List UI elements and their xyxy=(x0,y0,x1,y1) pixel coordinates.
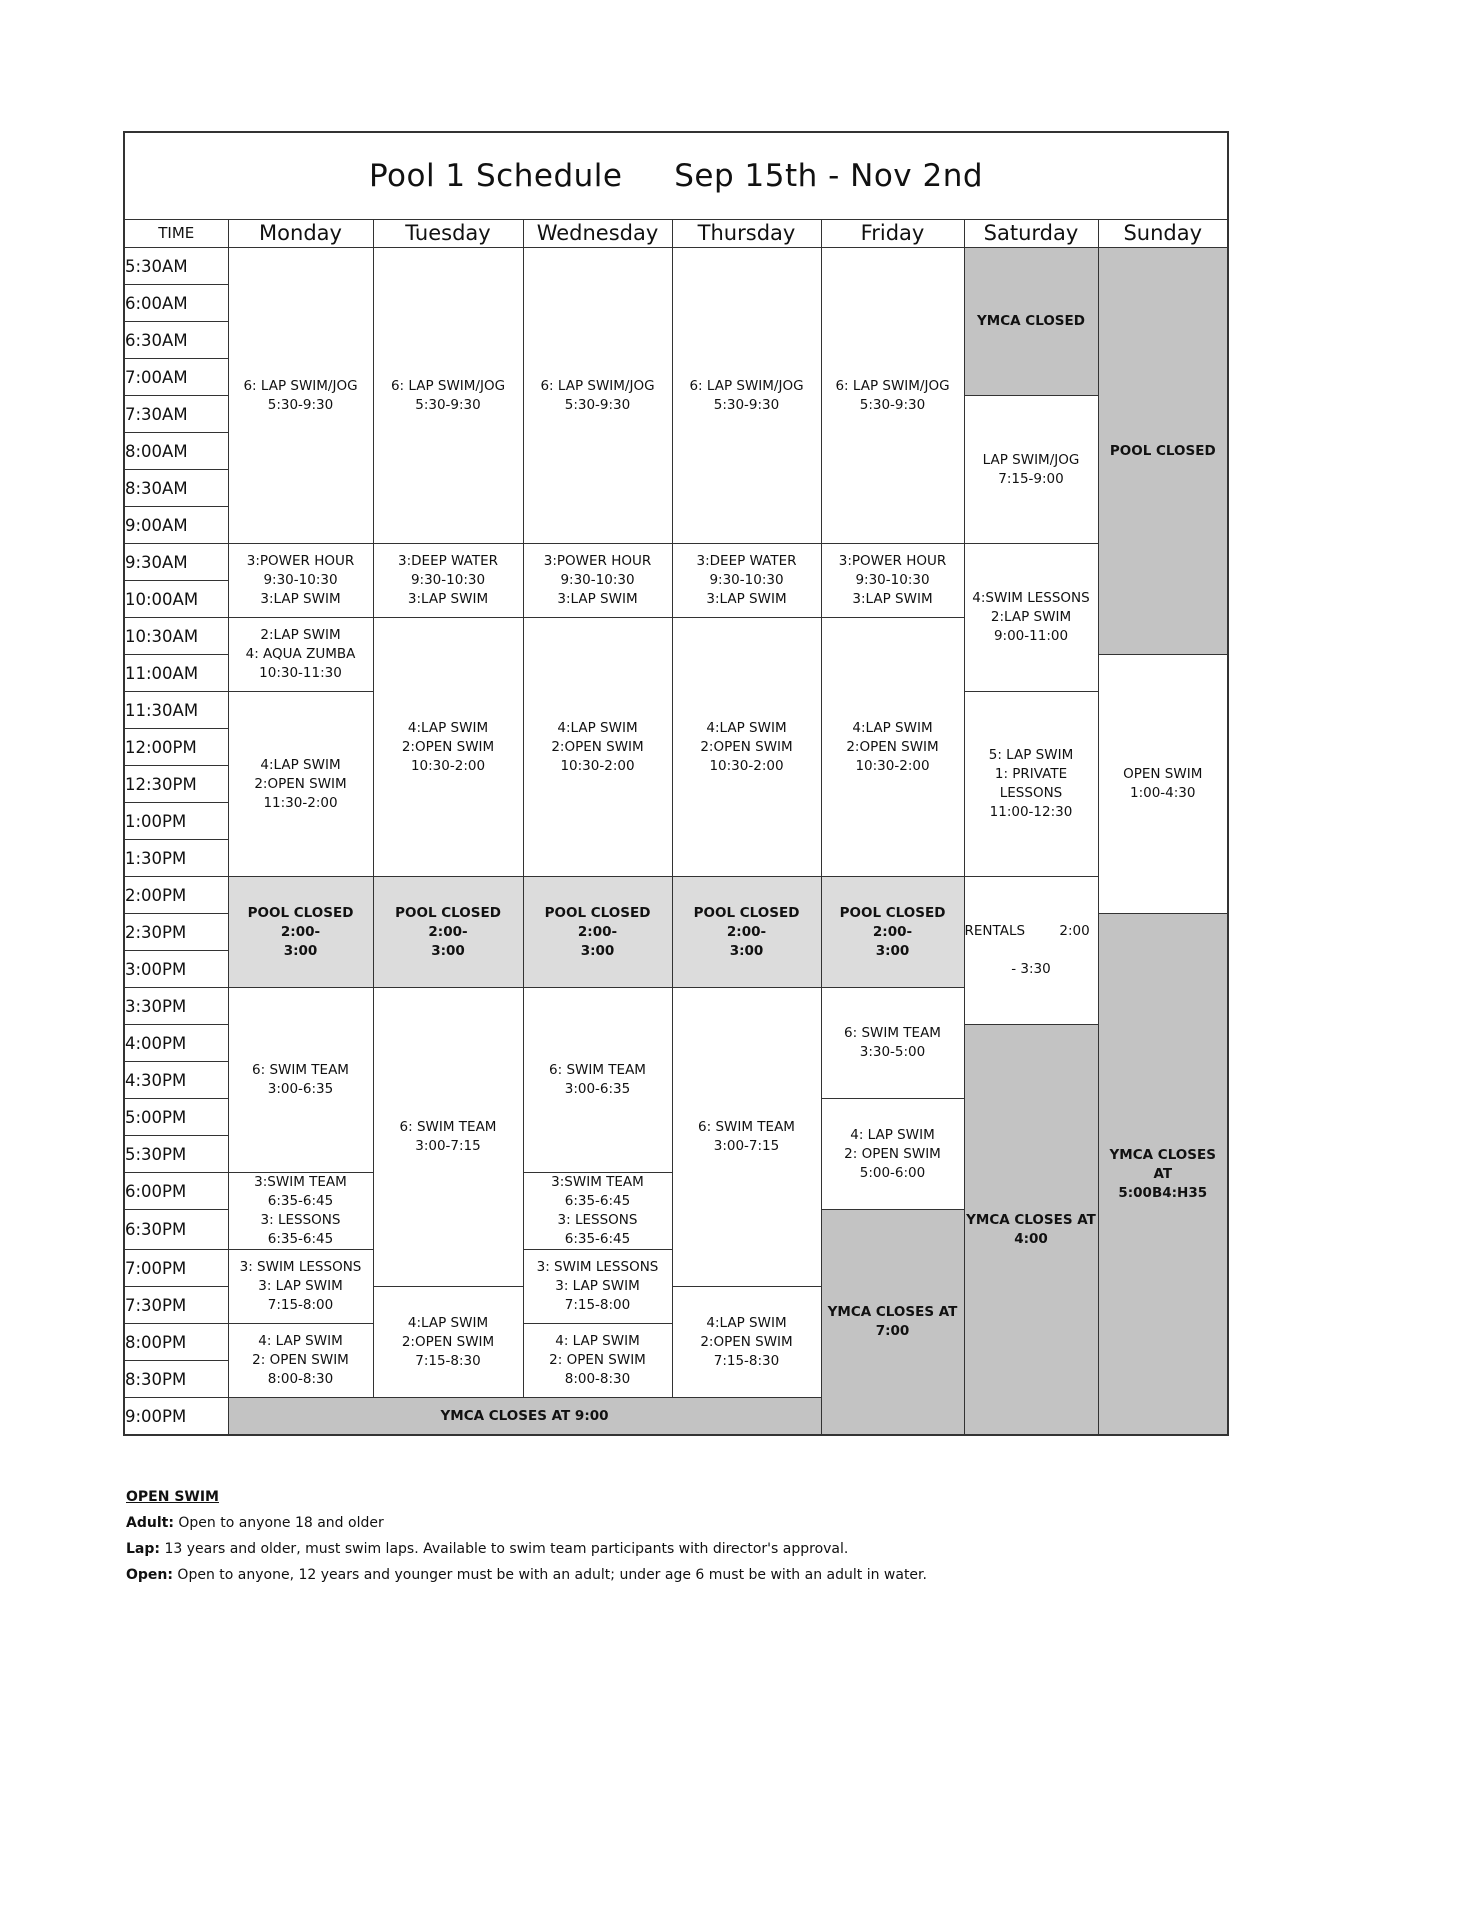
event-monday-pool-closed: POOL CLOSED 2:00- 3:00 xyxy=(228,877,373,988)
event-tuesday-lap-open-swim: 4:LAP SWIM 2:OPEN SWIM 10:30-2:00 xyxy=(373,618,523,877)
note-open-text: Open to anyone, 12 years and younger must be with an adult; under age 6 must be with an adult in water. xyxy=(172,1567,927,1583)
time-label: 6:00PM xyxy=(124,1173,228,1210)
time-label: 4:30PM xyxy=(124,1062,228,1099)
day-header-monday: Monday xyxy=(228,220,373,248)
event-thursday-swim-team: 6: SWIM TEAM 3:00-7:15 xyxy=(672,988,821,1287)
event-saturday-lap-swim: LAP SWIM/JOG 7:15-9:00 xyxy=(964,396,1098,544)
event-wednesday-swim-lessons: 3: SWIM LESSONS 3: LAP SWIM 7:15-8:00 xyxy=(523,1250,672,1324)
event-monday-swim-team: 6: SWIM TEAM 3:00-6:35 xyxy=(228,988,373,1173)
notes-heading: OPEN SWIM xyxy=(126,1489,219,1505)
event-ymca-closes-9pm: YMCA CLOSES AT 9:00 xyxy=(228,1398,821,1436)
time-label: 8:00AM xyxy=(124,433,228,470)
event-sunday-open-swim: OPEN SWIM 1:00-4:30 xyxy=(1098,655,1228,914)
event-tuesday-deep-water: 3:DEEP WATER 9:30-10:30 3:LAP SWIM xyxy=(373,544,523,618)
time-label: 9:00PM xyxy=(124,1398,228,1436)
time-label: 7:00PM xyxy=(124,1250,228,1287)
day-header-tuesday: Tuesday xyxy=(373,220,523,248)
time-label: 11:00AM xyxy=(124,655,228,692)
event-thursday-deep-water: 3:DEEP WATER 9:30-10:30 3:LAP SWIM xyxy=(672,544,821,618)
day-header-thursday: Thursday xyxy=(672,220,821,248)
time-label: 2:30PM xyxy=(124,914,228,951)
pool-schedule-table xyxy=(123,131,1229,1436)
note-adult-term: Adult: xyxy=(126,1515,174,1531)
event-tuesday-evening-swim: 4:LAP SWIM 2:OPEN SWIM 7:15-8:30 xyxy=(373,1287,523,1398)
time-label: 2:00PM xyxy=(124,877,228,914)
time-label: 1:30PM xyxy=(124,840,228,877)
time-label: 3:00PM xyxy=(124,951,228,988)
event-friday-pool-closed: POOL CLOSED 2:00- 3:00 xyxy=(821,877,964,988)
event-wednesday-lap-open-swim: 4:LAP SWIM 2:OPEN SWIM 10:30-2:00 xyxy=(523,618,672,877)
event-saturday-private-lessons: 5: LAP SWIM 1: PRIVATE LESSONS 11:00-12:30 xyxy=(964,692,1098,877)
event-wednesday-swim-team: 6: SWIM TEAM 3:00-6:35 xyxy=(523,988,672,1173)
time-label: 6:30PM xyxy=(124,1210,228,1250)
event-sunday-ymca-closes: YMCA CLOSES AT 5:00B4:H35 xyxy=(1098,914,1228,1436)
rentals-line-2: - 3:30 xyxy=(1011,961,1051,977)
event-monday-swim-team-lessons: 3:SWIM TEAM 6:35-6:45 3: LESSONS 6:35-6:45 xyxy=(228,1173,373,1250)
event-friday-lap-open-swim-pm: 4: LAP SWIM 2: OPEN SWIM 5:00-6:00 xyxy=(821,1099,964,1210)
event-thursday-pool-closed: POOL CLOSED 2:00- 3:00 xyxy=(672,877,821,988)
event-wednesday-power-hour: 3:POWER HOUR 9:30-10:30 3:LAP SWIM xyxy=(523,544,672,618)
note-adult-text: Open to anyone 18 and older xyxy=(173,1515,384,1531)
event-monday-lap-open-swim: 4:LAP SWIM 2:OPEN SWIM 11:30-2:00 xyxy=(228,692,373,877)
time-label: 8:00PM xyxy=(124,1324,228,1361)
note-lap-text: 13 years and older, must swim laps. Available to swim team participants with director's approval. xyxy=(160,1541,849,1557)
event-monday-swim-lessons: 3: SWIM LESSONS 3: LAP SWIM 7:15-8:00 xyxy=(228,1250,373,1324)
event-sunday-pool-closed: POOL CLOSED xyxy=(1098,248,1228,655)
time-label: 12:00PM xyxy=(124,729,228,766)
day-header-wednesday: Wednesday xyxy=(523,220,672,248)
event-monday-evening-swim: 4: LAP SWIM 2: OPEN SWIM 8:00-8:30 xyxy=(228,1324,373,1398)
day-header-saturday: Saturday xyxy=(964,220,1098,248)
note-adult xyxy=(126,1510,1226,1536)
time-label: 3:30PM xyxy=(124,988,228,1025)
time-label: 9:30AM xyxy=(124,544,228,581)
time-label: 5:30AM xyxy=(124,248,228,285)
time-label: 1:00PM xyxy=(124,803,228,840)
time-column-header: TIME xyxy=(124,220,228,248)
event-thursday-lap-open-swim: 4:LAP SWIM 2:OPEN SWIM 10:30-2:00 xyxy=(672,618,821,877)
event-monday-aqua-zumba: 2:LAP SWIM 4: AQUA ZUMBA 10:30-11:30 xyxy=(228,618,373,692)
open-swim-notes xyxy=(126,1484,1226,1588)
event-wednesday-evening-swim: 4: LAP SWIM 2: OPEN SWIM 8:00-8:30 xyxy=(523,1324,672,1398)
event-monday-power-hour: 3:POWER HOUR 9:30-10:30 3:LAP SWIM xyxy=(228,544,373,618)
event-friday-swim-team: 6: SWIM TEAM 3:30-5:00 xyxy=(821,988,964,1099)
event-thursday-evening-swim: 4:LAP SWIM 2:OPEN SWIM 7:15-8:30 xyxy=(672,1287,821,1398)
event-tuesday-swim-team: 6: SWIM TEAM 3:00-7:15 xyxy=(373,988,523,1287)
time-label: 10:00AM xyxy=(124,581,228,618)
time-label: 9:00AM xyxy=(124,507,228,544)
event-tuesday-lap-swim: 6: LAP SWIM/JOG 5:30-9:30 xyxy=(373,248,523,544)
time-label: 5:00PM xyxy=(124,1099,228,1136)
time-label: 7:30AM xyxy=(124,396,228,433)
time-label: 4:00PM xyxy=(124,1025,228,1062)
time-label: 6:00AM xyxy=(124,285,228,322)
event-friday-lap-open-swim: 4:LAP SWIM 2:OPEN SWIM 10:30-2:00 xyxy=(821,618,964,877)
note-open-term: Open: xyxy=(126,1567,173,1583)
event-saturday-rentals xyxy=(964,877,1098,1025)
event-wednesday-pool-closed: POOL CLOSED 2:00- 3:00 xyxy=(523,877,672,988)
time-label: 5:30PM xyxy=(124,1136,228,1173)
day-header-sunday: Sunday xyxy=(1098,220,1228,248)
time-label: 12:30PM xyxy=(124,766,228,803)
note-lap xyxy=(126,1536,1226,1562)
time-label: 7:30PM xyxy=(124,1287,228,1324)
event-friday-ymca-closes: YMCA CLOSES AT 7:00 xyxy=(821,1210,964,1436)
note-lap-term: Lap: xyxy=(126,1541,160,1557)
event-thursday-lap-swim: 6: LAP SWIM/JOG 5:30-9:30 xyxy=(672,248,821,544)
event-monday-lap-swim: 6: LAP SWIM/JOG 5:30-9:30 xyxy=(228,248,373,544)
time-label: 8:30AM xyxy=(124,470,228,507)
note-open xyxy=(126,1562,1226,1588)
event-wednesday-swim-team-lessons: 3:SWIM TEAM 6:35-6:45 3: LESSONS 6:35-6:45 xyxy=(523,1173,672,1250)
time-label: 6:30AM xyxy=(124,322,228,359)
time-label: 8:30PM xyxy=(124,1361,228,1398)
time-label: 10:30AM xyxy=(124,618,228,655)
event-friday-power-hour: 3:POWER HOUR 9:30-10:30 3:LAP SWIM xyxy=(821,544,964,618)
event-wednesday-lap-swim: 6: LAP SWIM/JOG 5:30-9:30 xyxy=(523,248,672,544)
time-label: 7:00AM xyxy=(124,359,228,396)
event-tuesday-pool-closed: POOL CLOSED 2:00- 3:00 xyxy=(373,877,523,988)
event-saturday-ymca-closed: YMCA CLOSED xyxy=(964,248,1098,396)
event-friday-lap-swim: 6: LAP SWIM/JOG 5:30-9:30 xyxy=(821,248,964,544)
event-saturday-swim-lessons: 4:SWIM LESSONS 2:LAP SWIM 9:00-11:00 xyxy=(964,544,1098,692)
event-saturday-ymca-closes: YMCA CLOSES AT 4:00 xyxy=(964,1025,1098,1436)
time-label: 11:30AM xyxy=(124,692,228,729)
rentals-line-1: RENTALS 2:00 xyxy=(964,923,1090,939)
page-title: Pool 1 Schedule Sep 15th - Nov 2nd xyxy=(124,132,1228,220)
day-header-friday: Friday xyxy=(821,220,964,248)
